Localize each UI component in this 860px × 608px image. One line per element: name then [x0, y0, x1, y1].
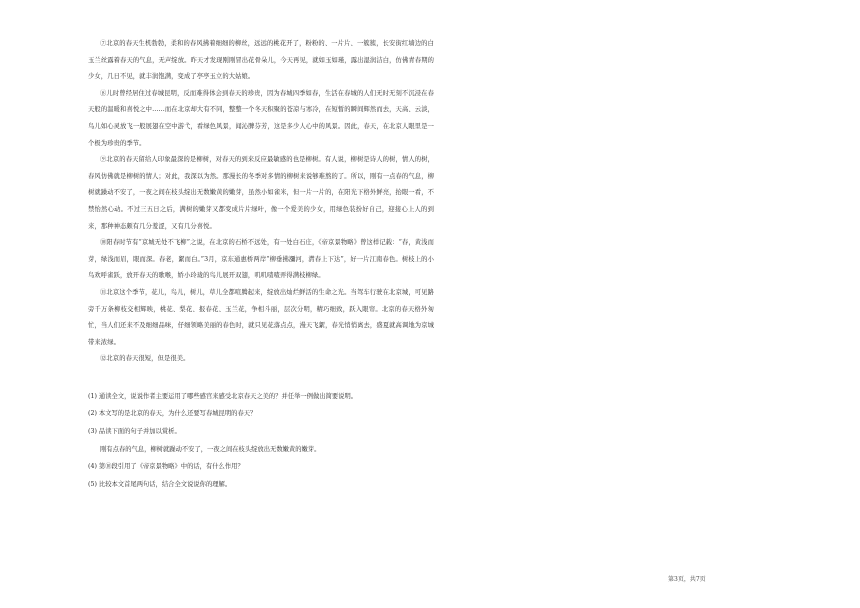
paragraph-11: ⑪北京这个季节，花儿，鸟儿，树儿，草儿全都喧腾起来，绽放出灿烂鲜活的生命之光。当驾车行驶在北京城，可见路旁千万条柳枝交相辉映，桃花、梨花、报春花、玉兰花，争相斗丽，层次分明，精巧细致，跃入眼帘。北京的春天格外匆忙，当人们还来不及细细品味，仔细领略美丽的春色时，就只见花落点点，漫天飞絮，春光悄悄离去，盛夏就高调地为京城带来浓绿。 [88, 288, 434, 346]
question-3: (3) 品读下面的句子并加以赏析。 [88, 428, 181, 436]
question-5: (5) 比较本文首尾两句话，结合全文说说你的理解。 [88, 480, 232, 488]
question-list [88, 388, 434, 494]
question-1: (1) 通读全文，说说作者主要运用了哪些感官来感受北京春天之美的？并任举一例做出简要说明。 [88, 392, 358, 400]
article-body [88, 36, 434, 493]
paragraph-7: ⑦北京的春天生机勃勃，柔和的春风拂着细细的柳丝，远远的桃花开了，粉粉的、一片片、一簇簇，长安街红墙边的白玉兰丝露着春天的气息，无声绽放。昨天才发现刚刚冒出花骨朵儿，今天再见，就如玉如瑾，露出湿润洁白，仿佛青春期的少女，几日不见，就丰润饱满，变成了亭亭玉立的大姑娘。 [88, 40, 434, 81]
paragraph-8: ⑧儿时曾经居住过春城昆明，反而难得体会到春天的珍贵，因为春城四季如春，生活在春城的人们无时无刻不沉浸在春天般的温暖和喜悦之中……而在北京却大有不同，整整一个冬天积聚的苍凉与寒冷，在短暂的瞬间辉然而去，天高、云淡，鸟儿如心灵放飞一般展翅在空中游弋，看绿色风景，闻沁脾芬芳，这是多少人心中的风景。因此，春天，在北京人眼里是一个极为珍贵的季节。 [88, 89, 434, 147]
question-3-quote: 刚有点春的气息，柳树就躁动不安了，一夜之间在枝头绽放出无数嫩黄的嫩芽。 [100, 445, 321, 453]
question-4: (4) 第⑩段引用了《帝京景物略》中的话，有什么作用？ [88, 463, 244, 471]
question-2: (2) 本文写的是北京的春天，为什么还要写春城昆明的春天？ [88, 410, 257, 418]
page-number: 第3页，共7页 [668, 576, 706, 583]
paragraph-12: ⑫北京的春天很短，但是很美。 [100, 355, 190, 363]
paragraph-9: ⑨北京的春天留给人印象最深的是柳树，对春天的到来反应最敏感的也是柳树。有人说，柳树是诗人的树，情人的树，春风仿佛就是柳树的情人；对此，我深以为然。那漫长的冬季对多情的柳树来说够难熬的了。所以，刚有一点春的气息，柳树就躁动不安了，一夜之间在枝头绽出无数嫩黄的嫩芽，虽然小如雀米，但一片一片的，在阳光下格外鲜亮，抬眼一看，不禁怡然心动。不过三五日之后，满树的嫩芽又都变成片片绿叶，像一个爱美的少女，用绿色装扮好自己，迎接心上人的到来，那种神态颇有几分羞涩，又有几分喜悦。 [88, 156, 434, 230]
paragraph-10: ⑩阳春时节有“京城无处不飞柳”之说，在北京的石桥不远处，有一处白石庄，《帝京景物略》曾这样记载：“春，黄浅而芽，绿浅而眉，眼而深。春老，絮而白。”3月，京东通惠桥两岸“柳垂拂瀰河，潸春上下达”，好一片江南春色。树枝上的小鸟欢呼雀跃，放开春天的歌喉，娇小玲珑的鸟儿展开双翅，叽叽喳喳弄得满枝柳绿。 [88, 239, 434, 280]
